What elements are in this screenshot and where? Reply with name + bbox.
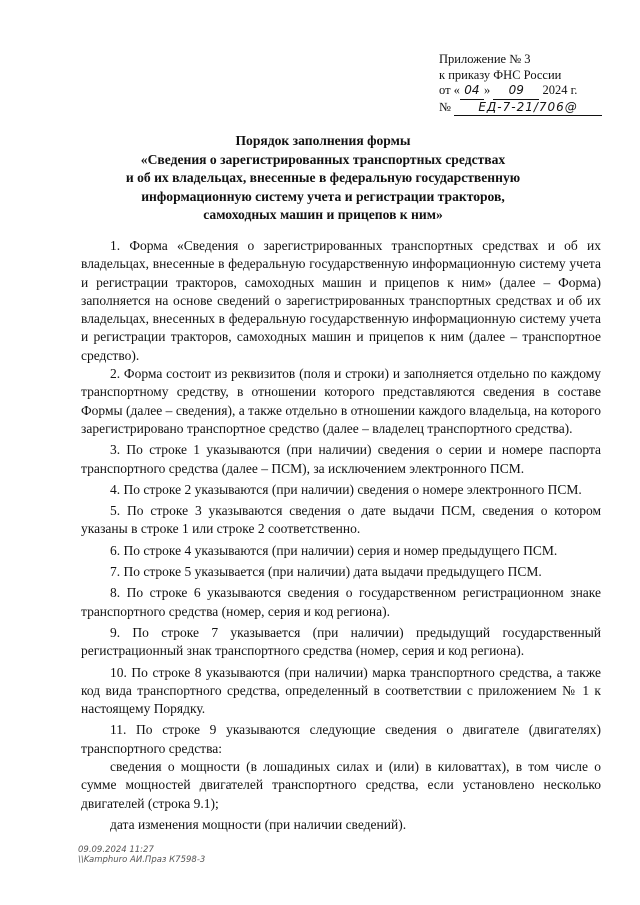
paragraph-3: 3. По строке 1 указываются (при наличии) сведения о серии и номере паспорта транспортного средства (далее – ПСМ), за исключением электронного ПСМ. bbox=[81, 442, 601, 476]
date-mid: » bbox=[483, 83, 491, 97]
document-body bbox=[81, 237, 601, 834]
document-title bbox=[60, 132, 586, 225]
date-year: 2024 г. bbox=[542, 83, 578, 97]
order-reference: к приказу ФНС России bbox=[439, 67, 562, 82]
print-timestamp: 09.09.2024 11:27 bbox=[78, 845, 154, 855]
number-prefix: № bbox=[439, 99, 451, 114]
title-line: «Сведения о зарегистрированных транспортных средствах bbox=[140, 151, 506, 167]
print-path: \\Kamphuro АИ.Праз К7598-3 bbox=[78, 855, 206, 865]
date-day: 04 bbox=[460, 83, 484, 100]
date-prefix: от « bbox=[439, 83, 460, 97]
paragraph-4: 4. По строке 2 указываются (при наличии) сведения о номере электронного ПСМ. bbox=[110, 481, 582, 497]
paragraph-7: 7. По строке 5 указывается (при наличии) дата выдачи предыдущего ПСМ. bbox=[110, 564, 542, 580]
order-date bbox=[439, 83, 629, 100]
paragraph-8: 8. По строке 6 указываются сведения о государственном регистрационном знаке транспортного средства (номер, серия и код региона). bbox=[81, 585, 601, 619]
title-line: Порядок заполнения формы bbox=[235, 133, 411, 148]
appendix-header bbox=[439, 52, 629, 116]
paragraph-9: 9. По строке 7 указывается (при наличии) предыдущий государственный регистрационный знак транспортного средства (номер, серия и код региона). bbox=[81, 624, 601, 659]
paragraph-11: 11. По строке 9 указываются следующие сведения о двигателе (двигателях) транспортного средства: bbox=[81, 722, 601, 756]
title-line: самоходных машин и прицепов к ним» bbox=[203, 207, 443, 222]
paragraph-11-item-1: сведения о мощности (в лошадиных силах и (или) в киловаттах), в том числе о сумме мощностей двигателей транспортного средства, если установлено несколько двигателей (строка 9.1); bbox=[81, 759, 601, 811]
paragraph-6: 6. По строке 4 указываются (при наличии) серия и номер предыдущего ПСМ. bbox=[110, 542, 558, 558]
title-line: информационную систему учета и регистрации тракторов, bbox=[141, 188, 505, 204]
paragraph-5: 5. По строке 3 указываются сведения о дате выдачи ПСМ, сведения о котором указаны в строке 1 или строке 2 соответственно. bbox=[81, 503, 601, 537]
print-footer bbox=[78, 845, 205, 865]
appendix-number: Приложение № 3 bbox=[439, 52, 531, 66]
number-value: ЕД-7-21/706@ bbox=[454, 100, 602, 117]
title-line: и об их владельцах, внесенные в федеральную государственную bbox=[125, 170, 521, 185]
paragraph-10: 10. По строке 8 указываются (при наличии) марка транспортного средства, а также код вида транспортного средства, определенный в соответствии с приложением № 1 к настоящему Порядку. bbox=[81, 664, 601, 717]
paragraph-2: 2. Форма состоит из реквизитов (поля и строки) и заполняется отдельно по каждому транспортному средству, в отношении которого представляются сведения в составе Формы (далее – сведения), а также отдельно в отношении каждого владельца, на которого зарегистрировано транспортное средство (далее – владелец транспортного средства). bbox=[81, 366, 601, 436]
order-number bbox=[439, 100, 629, 117]
date-month: 09 bbox=[493, 83, 539, 100]
paragraph-11-item-2: дата изменения мощности (при наличии сведений). bbox=[110, 816, 407, 832]
paragraph-1: 1. Форма «Сведения о зарегистрированных транспортных средствах и об их владельцах, внесенные в федеральную государственную информационную систему учета и регистрации тракторов, самоходных машин и прицепов к ним» (далее – Форма) заполняется на основе сведений о зарегистрированных транспортных средствах и об их владельцах, внесенных в федеральную государственную информационную систему учета и регистрации тракторов, самоходных машин и прицепов к ним (далее – транспортное средство). bbox=[81, 238, 601, 363]
